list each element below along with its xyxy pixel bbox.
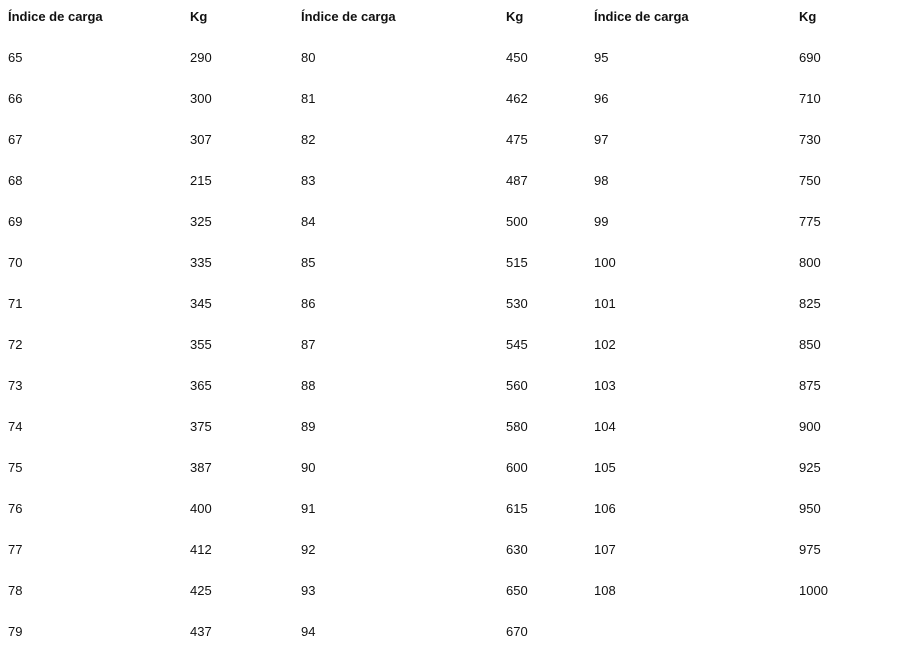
column-header-load-index: Índice de carga [594, 9, 689, 24]
table-row [0, 131, 915, 149]
load-index-cell: 104 [594, 419, 616, 434]
kg-cell: 307 [190, 132, 212, 147]
load-index-cell: 99 [594, 214, 609, 229]
load-index-cell: 65 [8, 50, 23, 65]
load-index-cell: 94 [301, 624, 316, 639]
kg-cell: 545 [506, 337, 528, 352]
table-row [0, 172, 915, 190]
kg-cell: 325 [190, 214, 212, 229]
kg-cell: 412 [190, 542, 212, 557]
load-index-cell: 67 [8, 132, 23, 147]
kg-cell: 355 [190, 337, 212, 352]
table-row [0, 295, 915, 313]
kg-cell: 500 [506, 214, 528, 229]
load-index-cell: 87 [301, 337, 316, 352]
column-header-kg: Kg [506, 9, 524, 24]
kg-cell: 375 [190, 419, 212, 434]
load-index-cell: 69 [8, 214, 23, 229]
load-index-cell: 106 [594, 501, 616, 516]
kg-cell: 630 [506, 542, 528, 557]
kg-cell: 800 [799, 255, 821, 270]
kg-cell: 975 [799, 542, 821, 557]
kg-cell: 600 [506, 460, 528, 475]
kg-cell: 215 [190, 173, 212, 188]
kg-cell: 730 [799, 132, 821, 147]
load-index-cell: 71 [8, 296, 23, 311]
kg-cell: 560 [506, 378, 528, 393]
table-row [0, 90, 915, 108]
load-index-cell: 84 [301, 214, 316, 229]
kg-cell: 710 [799, 91, 821, 106]
table-row [0, 336, 915, 354]
table-row [0, 377, 915, 395]
kg-cell: 530 [506, 296, 528, 311]
column-header-kg: Kg [799, 9, 817, 24]
load-index-cell: 83 [301, 173, 316, 188]
table-header-row [0, 8, 915, 26]
kg-cell: 450 [506, 50, 528, 65]
load-index-cell: 85 [301, 255, 316, 270]
load-index-cell: 73 [8, 378, 23, 393]
load-index-cell: 72 [8, 337, 23, 352]
load-index-cell: 96 [594, 91, 609, 106]
table-row [0, 500, 915, 518]
kg-cell: 487 [506, 173, 528, 188]
kg-cell: 670 [506, 624, 528, 639]
load-index-cell: 105 [594, 460, 616, 475]
kg-cell: 437 [190, 624, 212, 639]
table-row [0, 582, 915, 600]
load-index-cell: 90 [301, 460, 316, 475]
load-index-cell: 76 [8, 501, 23, 516]
kg-cell: 300 [190, 91, 212, 106]
load-index-cell: 66 [8, 91, 23, 106]
kg-cell: 425 [190, 583, 212, 598]
load-index-cell: 92 [301, 542, 316, 557]
kg-cell: 650 [506, 583, 528, 598]
kg-cell: 925 [799, 460, 821, 475]
table-row [0, 623, 915, 641]
table-row [0, 541, 915, 559]
kg-cell: 900 [799, 419, 821, 434]
load-index-cell: 108 [594, 583, 616, 598]
column-header-kg: Kg [190, 9, 208, 24]
kg-cell: 875 [799, 378, 821, 393]
load-index-cell: 80 [301, 50, 316, 65]
table-row [0, 213, 915, 231]
kg-cell: 750 [799, 173, 821, 188]
load-index-cell: 97 [594, 132, 609, 147]
kg-cell: 950 [799, 501, 821, 516]
kg-cell: 825 [799, 296, 821, 311]
kg-cell: 400 [190, 501, 212, 516]
load-index-cell: 70 [8, 255, 23, 270]
table-row [0, 254, 915, 272]
kg-cell: 615 [506, 501, 528, 516]
column-header-load-index: Índice de carga [8, 9, 103, 24]
kg-cell: 462 [506, 91, 528, 106]
kg-cell: 365 [190, 378, 212, 393]
kg-cell: 690 [799, 50, 821, 65]
kg-cell: 335 [190, 255, 212, 270]
load-index-cell: 86 [301, 296, 316, 311]
column-header-load-index: Índice de carga [301, 9, 396, 24]
load-index-cell: 89 [301, 419, 316, 434]
load-index-cell: 102 [594, 337, 616, 352]
load-index-cell: 75 [8, 460, 23, 475]
load-index-cell: 91 [301, 501, 316, 516]
kg-cell: 580 [506, 419, 528, 434]
load-index-cell: 88 [301, 378, 316, 393]
kg-cell: 290 [190, 50, 212, 65]
load-index-cell: 107 [594, 542, 616, 557]
load-index-cell: 81 [301, 91, 316, 106]
table-row [0, 418, 915, 436]
load-index-cell: 101 [594, 296, 616, 311]
load-index-cell: 98 [594, 173, 609, 188]
load-index-cell: 103 [594, 378, 616, 393]
load-index-cell: 100 [594, 255, 616, 270]
table-row [0, 49, 915, 67]
load-index-cell: 74 [8, 419, 23, 434]
load-index-cell: 68 [8, 173, 23, 188]
kg-cell: 345 [190, 296, 212, 311]
load-index-cell: 95 [594, 50, 609, 65]
kg-cell: 775 [799, 214, 821, 229]
kg-cell: 515 [506, 255, 528, 270]
load-index-cell: 79 [8, 624, 23, 639]
load-index-cell: 82 [301, 132, 316, 147]
kg-cell: 850 [799, 337, 821, 352]
load-index-cell: 77 [8, 542, 23, 557]
kg-cell: 475 [506, 132, 528, 147]
table-row [0, 459, 915, 477]
load-index-cell: 78 [8, 583, 23, 598]
kg-cell: 1000 [799, 583, 828, 598]
kg-cell: 387 [190, 460, 212, 475]
load-index-cell: 93 [301, 583, 316, 598]
